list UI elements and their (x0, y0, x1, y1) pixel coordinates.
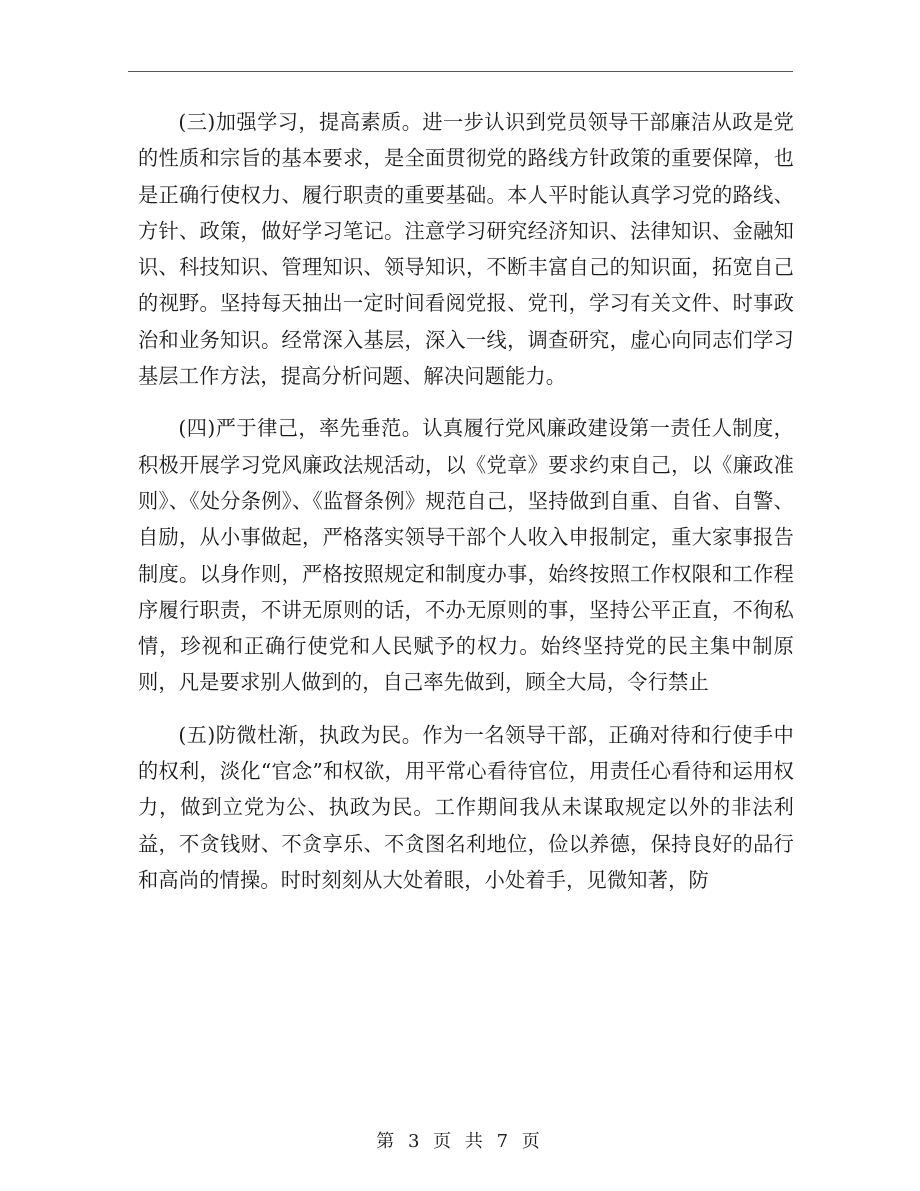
paragraph-section-3: (三)加强学习，提高素质。进一步认识到党员领导干部廉洁从政是党的性质和宗旨的基本要求，是全面贯彻党的路线方针政策的重要保障，也是正确行使权力、履行职责的重要基础。本人平时能认真学习党的路线、方针、政策，做好学习笔记。注意学习研究经济知识、法律知识、金融知识、科技知识、管理知识、领导知识，不断丰富自己的知识面，拓宽自己的视野。坚持每天抽出一定时间看阅党报、党刊，学习有关文件、时事政治和业务知识。经常深入基层，深入一线，调查研究，虚心向同志们学习基层工作方法，提高分析问题、解决问题能力。 (138, 110, 794, 389)
document-body (138, 104, 794, 914)
paragraph-section-5: (五)防微杜渐，执政为民。作为一名领导干部，正确对待和行使手中的权利，淡化“官念”和权欲，用平常心看待官位，用责任心看待和运用权力，做到立党为公、执政为民。工作期间我从未谋取规定以外的非法利益，不贪钱财、不贪享乐、不贪图名利地位，俭以养德，保持良好的品行和高尚的情操。时时刻刻从大处着眼，小处着手，见微知著，防 (138, 722, 794, 892)
paragraph-section-4: (四)严于律己，率先垂范。认真履行党风廉政建设第一责任人制度，积极开展学习党风廉政法规活动，以《党章》要求约束自己，以《廉政准则》、《处分条例》、《监督条例》规范自己，坚持做到自重、自省、自警、自励，从小事做起，严格落实领导干部个人收入申报制定，重大家事报告制度。以身作则，严格按照规定和制度办事，始终按照工作权限和工作程序履行职责，不讲无原则的话，不办无原则的事，坚持公平正直，不徇私情，珍视和正确行使党和人民赋予的权力。始终坚持党的民主集中制原则，凡是要求别人做到的，自己率先做到，顾全大局，令行禁止 (138, 416, 794, 695)
header-rule (128, 71, 793, 72)
page-number-footer: 第 3 页 共 7 页 (376, 1131, 544, 1152)
